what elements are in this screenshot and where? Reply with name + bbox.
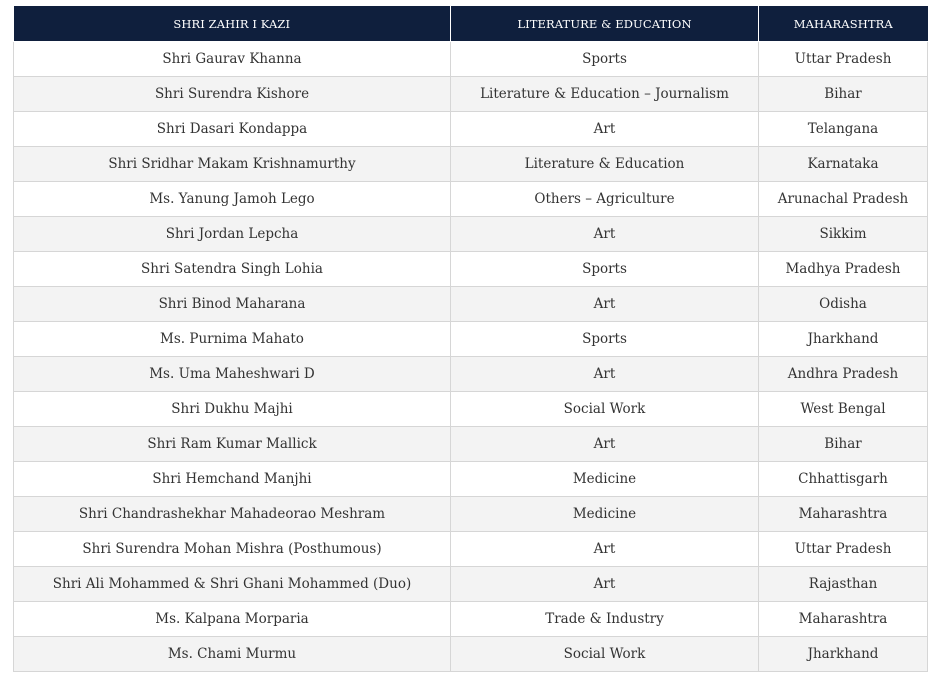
name-cell: Ms. Chami Murmu xyxy=(14,637,451,672)
name-cell: Shri Hemchand Manjhi xyxy=(14,462,451,497)
field-cell: Sports xyxy=(451,252,759,287)
field-cell: Literature & Education xyxy=(451,147,759,182)
field-cell: Art xyxy=(451,532,759,567)
header-cell-field: LITERATURE & EDUCATION xyxy=(451,6,759,42)
field-cell: Literature & Education – Journalism xyxy=(451,77,759,112)
field-cell: Art xyxy=(451,112,759,147)
state-cell: Sikkim xyxy=(759,217,928,252)
name-cell: Shri Binod Maharana xyxy=(14,287,451,322)
state-cell: Maharashtra xyxy=(759,497,928,532)
field-cell: Art xyxy=(451,567,759,602)
state-cell: Jharkhand xyxy=(759,322,928,357)
state-cell: Odisha xyxy=(759,287,928,322)
field-cell: Trade & Industry xyxy=(451,602,759,637)
state-cell: Andhra Pradesh xyxy=(759,357,928,392)
field-cell: Art xyxy=(451,287,759,322)
field-cell: Art xyxy=(451,217,759,252)
header-cell-name: SHRI ZAHIR I KAZI xyxy=(14,6,451,42)
name-cell: Shri Surendra Mohan Mishra (Posthumous) xyxy=(14,532,451,567)
state-cell: Karnataka xyxy=(759,147,928,182)
table-row xyxy=(14,217,928,252)
table-row xyxy=(14,77,928,112)
table-header xyxy=(14,6,928,42)
state-cell: Uttar Pradesh xyxy=(759,42,928,77)
name-cell: Shri Chandrashekhar Mahadeorao Meshram xyxy=(14,497,451,532)
field-cell: Sports xyxy=(451,322,759,357)
state-cell: Telangana xyxy=(759,112,928,147)
state-cell: Maharashtra xyxy=(759,602,928,637)
table-row xyxy=(14,182,928,217)
state-cell: Madhya Pradesh xyxy=(759,252,928,287)
awards-table-container xyxy=(13,6,927,672)
table-row xyxy=(14,42,928,77)
name-cell: Shri Dukhu Majhi xyxy=(14,392,451,427)
state-cell: Chhattisgarh xyxy=(759,462,928,497)
field-cell: Art xyxy=(451,427,759,462)
awards-table xyxy=(13,6,928,672)
state-cell: Bihar xyxy=(759,427,928,462)
table-row xyxy=(14,357,928,392)
name-cell: Shri Surendra Kishore xyxy=(14,77,451,112)
table-row xyxy=(14,602,928,637)
state-cell: Rajasthan xyxy=(759,567,928,602)
name-cell: Ms. Kalpana Morparia xyxy=(14,602,451,637)
table-row xyxy=(14,252,928,287)
state-cell: West Bengal xyxy=(759,392,928,427)
field-cell: Art xyxy=(451,357,759,392)
state-cell: Uttar Pradesh xyxy=(759,532,928,567)
table-row xyxy=(14,147,928,182)
table-row xyxy=(14,532,928,567)
field-cell: Social Work xyxy=(451,392,759,427)
field-cell: Others – Agriculture xyxy=(451,182,759,217)
header-cell-state: MAHARASHTRA xyxy=(759,6,928,42)
name-cell: Shri Dasari Kondappa xyxy=(14,112,451,147)
table-row xyxy=(14,322,928,357)
table-row xyxy=(14,427,928,462)
table-row xyxy=(14,462,928,497)
name-cell: Shri Gaurav Khanna xyxy=(14,42,451,77)
table-row xyxy=(14,637,928,672)
table-row xyxy=(14,287,928,322)
table-row xyxy=(14,567,928,602)
table-row xyxy=(14,112,928,147)
name-cell: Ms. Yanung Jamoh Lego xyxy=(14,182,451,217)
table-row xyxy=(14,392,928,427)
field-cell: Medicine xyxy=(451,462,759,497)
name-cell: Shri Sridhar Makam Krishnamurthy xyxy=(14,147,451,182)
name-cell: Shri Satendra Singh Lohia xyxy=(14,252,451,287)
header-row xyxy=(14,6,928,42)
name-cell: Shri Ali Mohammed & Shri Ghani Mohammed (Duo) xyxy=(14,567,451,602)
state-cell: Arunachal Pradesh xyxy=(759,182,928,217)
table-row xyxy=(14,497,928,532)
field-cell: Sports xyxy=(451,42,759,77)
name-cell: Ms. Uma Maheshwari D xyxy=(14,357,451,392)
state-cell: Bihar xyxy=(759,77,928,112)
table-body xyxy=(14,42,928,672)
field-cell: Medicine xyxy=(451,497,759,532)
name-cell: Shri Jordan Lepcha xyxy=(14,217,451,252)
name-cell: Shri Ram Kumar Mallick xyxy=(14,427,451,462)
field-cell: Social Work xyxy=(451,637,759,672)
state-cell: Jharkhand xyxy=(759,637,928,672)
name-cell: Ms. Purnima Mahato xyxy=(14,322,451,357)
